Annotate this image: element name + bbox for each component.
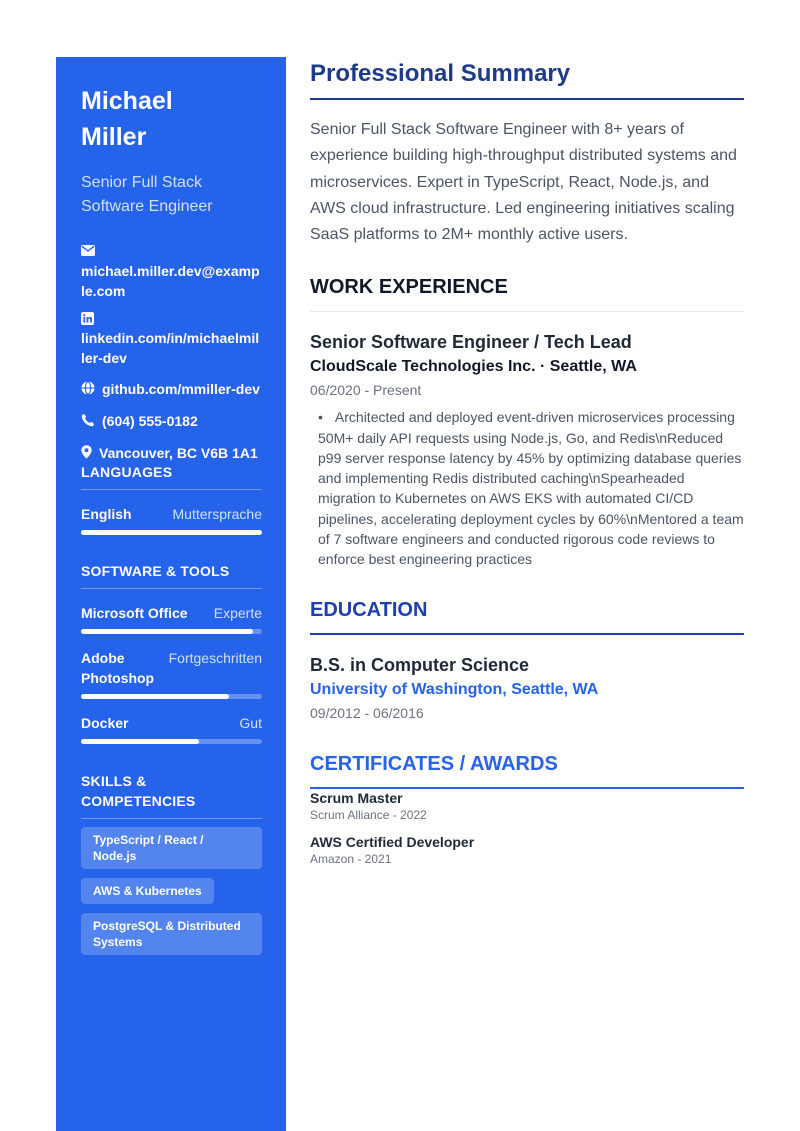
contact-github[interactable]: [81, 379, 262, 400]
tool-name: Adobe Photoshop: [81, 650, 155, 686]
job-company: CloudScale Technologies Inc. · Seattle, WA: [310, 358, 637, 376]
school: University of Washington, Seattle, WA: [310, 681, 599, 699]
contact-email[interactable]: [81, 245, 262, 301]
summary-text: Senior Full Stack Software Engineer with 8+ years of experience building high-throughput distributed systems and microservices. Expert in TypeScript, React, Node.js, and AWS cloud infrastructure. Led engineering initiatives scaling SaaS platforms to 2M+ monthly active users.: [310, 121, 737, 244]
tool-item: [81, 648, 262, 699]
tool-level-bar: [81, 629, 262, 634]
tool-item: [81, 713, 262, 744]
tool-level-bar-fill: [81, 739, 199, 744]
tool-item: [81, 603, 262, 634]
certificate-item: [310, 833, 744, 867]
location-pin-icon: [81, 444, 92, 464]
skill-tag: AWS & Kubernetes: [81, 878, 214, 904]
contact-linkedin[interactable]: [81, 312, 262, 368]
tool-name: Docker: [81, 715, 129, 731]
linkedin-icon: [81, 312, 262, 326]
language-level: Muttersprache: [172, 506, 262, 522]
contact-github-text: github.com/mmiller-dev: [102, 381, 260, 397]
job-bullet: • Architected and deployed event-driven microservices processing 50M+ daily API requests using Node.js, Go, and Redis\nReduced p99 server response latency by 45% by optimizing database queries and implementing Redis distributed caching\nSpearheaded migration to Kubernetes on AWS EKS with automated CI/CD pipelines, accelerating deployment cycles by 60%\nMentored a team of 7 software engineers and conducted rigorous code reviews to enforce best engineering practices: [318, 407, 744, 569]
contact-list: [81, 245, 262, 464]
sidebar: [56, 57, 286, 1131]
education-dates: 09/2012 - 06/2016: [310, 705, 424, 722]
candidate-role: Senior Full Stack Software Engineer: [81, 174, 213, 215]
tool-level: Experte: [213, 605, 262, 621]
envelope-icon: [81, 245, 262, 259]
skills-heading: SKILLS & COMPETENCIES: [81, 773, 196, 809]
tool-level: Gut: [239, 715, 262, 731]
tool-name: Microsoft Office: [81, 605, 188, 621]
skill-tags: [81, 827, 262, 955]
first-name: Michael: [81, 87, 173, 115]
certificate-issuer: Scrum Alliance - 2022: [310, 808, 427, 823]
tool-level-bar: [81, 694, 262, 699]
job-entry: [310, 329, 744, 569]
work-heading: WORK EXPERIENCE: [310, 273, 744, 312]
language-item: [81, 504, 262, 535]
job-title: Senior Software Engineer / Tech Lead: [310, 332, 632, 353]
phone-icon: [81, 412, 95, 432]
main-content: [310, 57, 744, 867]
certificate-name: AWS Certified Developer: [310, 834, 475, 851]
contact-location-text: Vancouver, BC V6B 1A1: [99, 445, 258, 461]
tool-level-bar: [81, 739, 262, 744]
skills-divider: [81, 818, 262, 819]
candidate-name: [81, 83, 221, 155]
tool-level: Fortgeschritten: [168, 650, 262, 666]
job-dates: 06/2020 - Present: [310, 382, 422, 399]
tools-heading: SOFTWARE & TOOLS: [81, 561, 262, 589]
language-level-bar-fill: [81, 530, 262, 535]
summary-heading: Professional Summary: [310, 57, 744, 100]
contact-linkedin-text: linkedin.com/in/michaelmiller-dev: [81, 330, 260, 366]
degree: B.S. in Computer Science: [310, 655, 530, 676]
contact-location: [81, 443, 262, 464]
contact-phone[interactable]: [81, 411, 262, 432]
certificate-item: [310, 789, 744, 823]
language-name: English: [81, 506, 132, 522]
job-bullets: [310, 407, 744, 569]
language-level-bar: [81, 530, 262, 535]
globe-icon: [81, 380, 95, 400]
certificates-heading: CERTIFICATES / AWARDS: [310, 749, 744, 789]
tool-level-bar-fill: [81, 694, 229, 699]
certificate-issuer: Amazon - 2021: [310, 852, 392, 867]
tool-level-bar-fill: [81, 629, 253, 634]
contact-email-text: michael.miller.dev@example.com: [81, 263, 260, 299]
certificate-name: Scrum Master: [310, 790, 403, 807]
skill-tag: PostgreSQL & Distributed Systems: [81, 913, 262, 955]
languages-heading: LANGUAGES: [81, 462, 262, 490]
skill-tag: TypeScript / React / Node.js: [81, 827, 262, 869]
last-name: Miller: [81, 123, 147, 151]
education-heading: EDUCATION: [310, 595, 744, 635]
contact-phone-text: (604) 555-0182: [102, 413, 198, 429]
